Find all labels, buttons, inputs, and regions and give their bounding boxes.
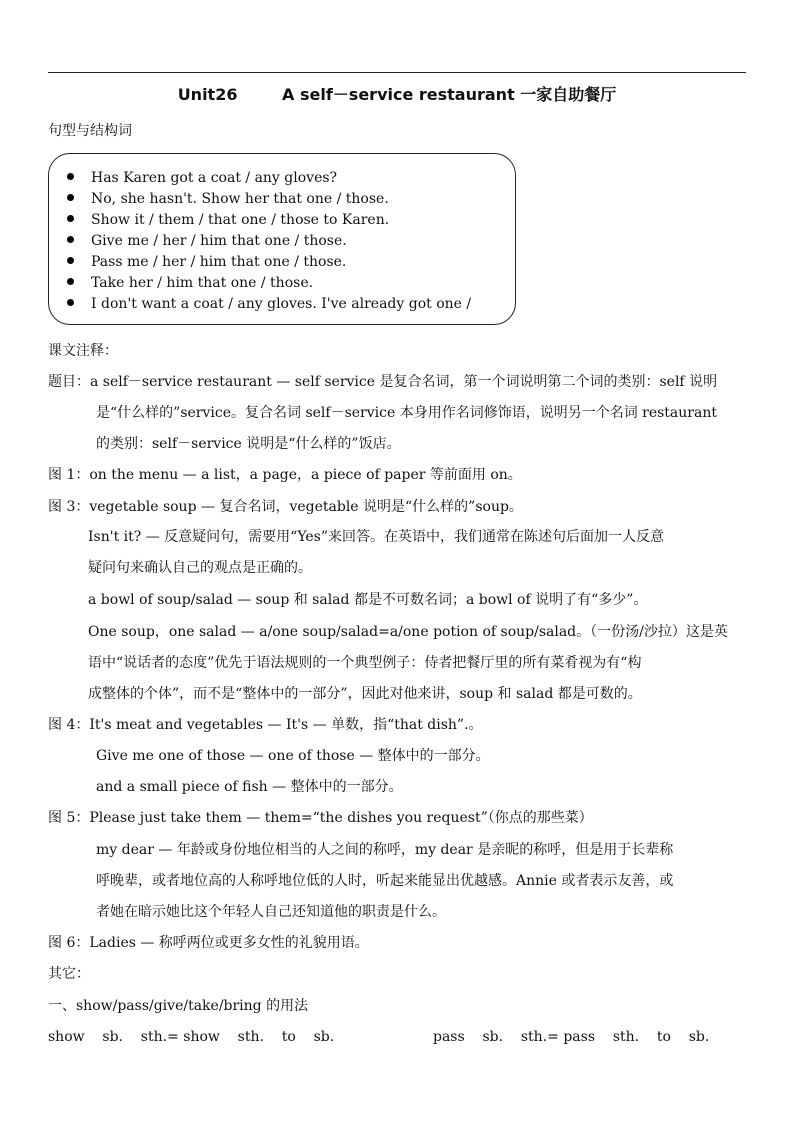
pattern-item: Show it / them / that one / those to Karen. bbox=[67, 210, 389, 230]
note-line: Give me one of those — one of those — 整体中的一部分。 bbox=[96, 748, 490, 764]
note-line: 是“什么样的”service。复合名词 self－service 本身用作名词修饰语，说明另一个名词 restaurant bbox=[96, 405, 717, 421]
note-line: 图 4：It's meat and vegetables — It's — 单数，指“that dish”.。 bbox=[48, 717, 483, 733]
note-line: 题目：a self－service restaurant — self service 是复合名词，第一个词说明第二个词的类别：self 说明 bbox=[48, 374, 718, 390]
pattern-item: Has Karen got a coat / any gloves? bbox=[67, 168, 337, 188]
bullet-icon bbox=[67, 194, 74, 201]
section-heading-patterns: 句型与结构词 bbox=[48, 123, 132, 139]
bullet-icon bbox=[67, 173, 74, 180]
note-line: and a small piece of fish — 整体中的一部分。 bbox=[96, 779, 403, 795]
usage-heading: 一、show/pass/give/take/bring 的用法 bbox=[48, 998, 309, 1014]
note-line: Isn't it? — 反意疑问句，需要用“Yes”来回答。在英语中，我们通常在陈述句后面加一人反意 bbox=[88, 529, 664, 545]
page-title: Unit26 A self－service restaurant 一家自助餐厅 bbox=[177, 85, 617, 104]
note-line: 者她在暗示她比这个年轻人自己还知道他的职责是什么。 bbox=[96, 904, 446, 920]
note-line: 的类别：self－service 说明是“什么样的”饭店。 bbox=[96, 436, 401, 452]
note-line: 图 3：vegetable soup — 复合名词，vegetable 说明是“什么样的”soup。 bbox=[48, 499, 523, 515]
bullet-icon bbox=[67, 299, 74, 306]
pattern-item: No, she hasn't. Show her that one / those. bbox=[67, 189, 389, 209]
bullet-icon bbox=[67, 236, 74, 243]
usage-right: pass sb. sth.= pass sth. to sb. bbox=[433, 1029, 710, 1045]
pattern-item: I don't want a coat / any gloves. I've already got one / bbox=[67, 294, 471, 314]
pattern-item: Give me / her / him that one / those. bbox=[67, 231, 347, 251]
usage-left: show sb. sth.= show sth. to sb. bbox=[48, 1029, 335, 1045]
bullet-icon bbox=[67, 215, 74, 222]
note-line: my dear — 年龄或身份地位相当的人之间的称呼，my dear 是亲昵的称呼，但是用于长辈称 bbox=[96, 842, 674, 858]
note-line: 语中“说话者的态度”优先于语法规则的一个典型例子：侍者把餐厅里的所有菜肴视为有“构 bbox=[88, 655, 642, 671]
top-rule bbox=[48, 72, 746, 73]
pattern-item: Pass me / her / him that one / those. bbox=[67, 252, 346, 272]
notes-heading: 课文注释： bbox=[48, 343, 118, 359]
bullet-icon bbox=[67, 257, 74, 264]
note-line: 图 6：Ladies — 称呼两位或更多女性的礼貌用语。 bbox=[48, 935, 369, 951]
note-line: 图 1：on the menu — a list，a page，a piece of paper 等前面用 on。 bbox=[48, 467, 522, 483]
pattern-box bbox=[48, 153, 516, 325]
note-line: 呼晚辈，或者地位高的人称呼地位低的人时，听起来能显出优越感。Annie 或者表示友善，或 bbox=[96, 873, 674, 889]
note-line: One soup，one salad — a/one soup/salad=a/one potion of soup/salad。（一份汤/沙拉）这是英 bbox=[88, 624, 728, 640]
bullet-icon bbox=[67, 278, 74, 285]
other-heading: 其它： bbox=[48, 966, 90, 982]
note-line: 疑问句来确认自己的观点是正确的。 bbox=[88, 560, 312, 576]
note-line: 成整体的个体”，而不是“整体中的一部分”，因此对他来讲，soup 和 salad 都是可数的。 bbox=[88, 686, 642, 702]
note-line: a bowl of soup/salad — soup 和 salad 都是不可数名词；a bowl of 说明了有“多少”。 bbox=[88, 592, 648, 608]
note-line: 图 5：Please just take them — them=“the dishes you request”（你点的那些菜） bbox=[48, 810, 593, 826]
pattern-item: Take her / him that one / those. bbox=[67, 273, 313, 293]
